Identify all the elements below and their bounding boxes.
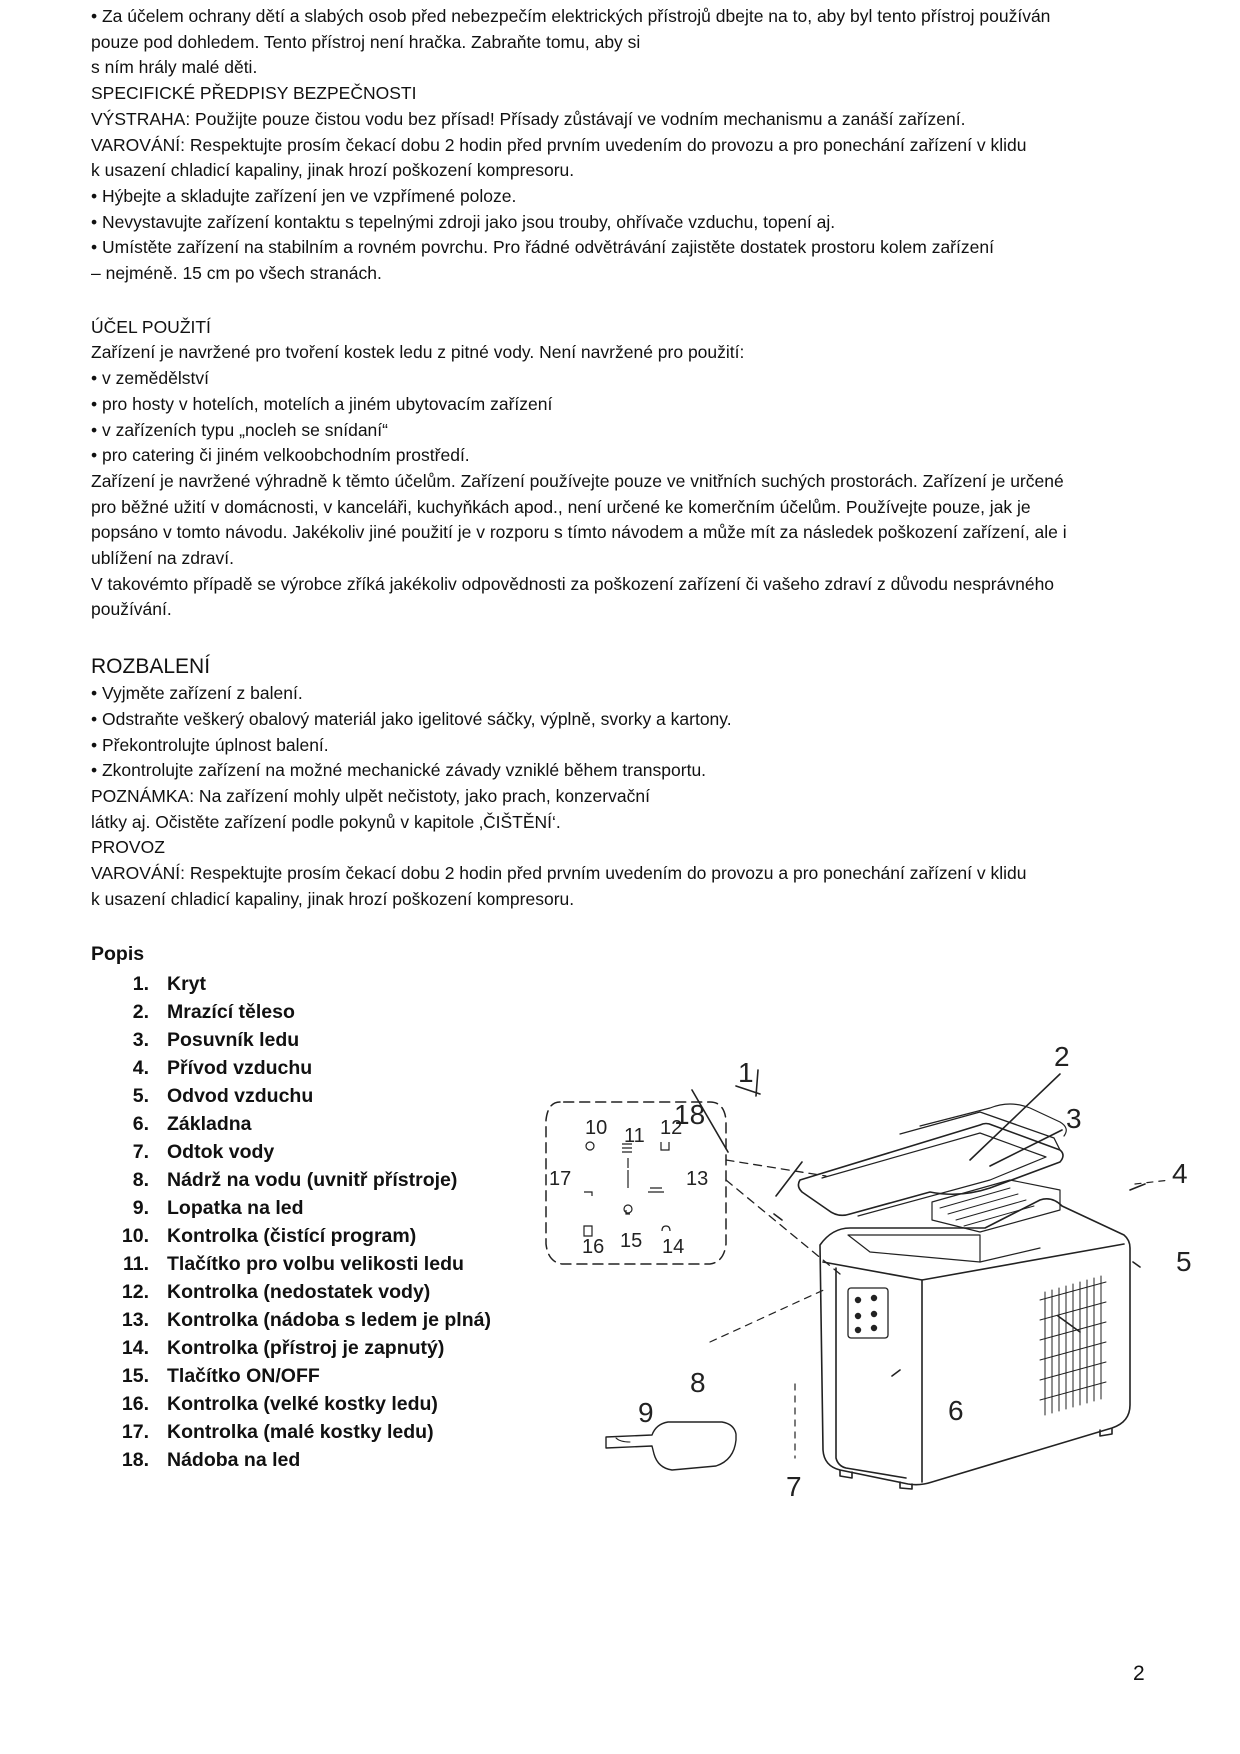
- ice-maker-diagram: [540, 1030, 1200, 1570]
- safety-line-1: • Za účelem ochrany dětí a slabých osob před nebezpečím elektrických přístrojů dbejte na to, aby byl tento přístroj používán: [91, 6, 1051, 26]
- purpose-item: • v zařízeních typu „nocleh se snídaní“: [91, 419, 388, 440]
- purpose-item: • pro hosty v hotelích, motelích a jiném ubytovacím zařízení: [91, 393, 553, 414]
- part-item: 5. Odvod vzduchu: [132, 1085, 314, 1107]
- lid-back: [900, 1112, 1060, 1150]
- bullet-surface-1: • Umístěte zařízení na stabilním a rovném povrchu. Pro řádné odvětrávání zajistěte dostatek prostoru kolem zařízení: [91, 237, 994, 258]
- callout-labels: [638, 1041, 1192, 1502]
- unpacking-item: • Překontrolujte úplnost balení.: [91, 734, 329, 755]
- control-panel: [848, 1288, 888, 1338]
- part-item: 13. Kontrolka (nádoba s ledem je plná): [121, 1309, 491, 1331]
- cleaning-indicator-icon: [586, 1142, 594, 1150]
- panel-label-17: 17: [549, 1168, 572, 1190]
- purpose-paragraph: popsáno v tomto návodu. Jakékoliv jiné použití je v rozporu s tímto návodem a může mít za následek poškození zařízení, ale i: [91, 522, 1067, 543]
- part-item: 14. Kontrolka (přístroj je zapnutý): [121, 1337, 445, 1359]
- unpacking-item: • Vyjměte zařízení z balení.: [91, 683, 303, 704]
- callout-4: 4: [1172, 1158, 1188, 1189]
- callout-8: 8: [690, 1367, 706, 1398]
- part-item: 16. Kontrolka (velké kostky ledu): [121, 1393, 438, 1415]
- bullet-heat: • Nevystavujte zařízení kontaktu s tepelnými zdroji jako jsou trouby, ohřívače vzduchu, topení aj.: [91, 211, 836, 232]
- operation-heading: PROVOZ: [91, 837, 165, 858]
- part-item: 7. Odtok vody: [132, 1141, 275, 1163]
- part-item: 18. Nádoba na led: [121, 1449, 301, 1471]
- body-text: [91, 4, 1171, 913]
- unpacking-item: • Zkontrolujte zařízení na možné mechanické závady vzniklé během transportu.: [91, 760, 707, 781]
- unpacking-note-2: látky aj. Očistěte zařízení podle pokynů v kapitole ‚ČIŠTĚNÍ‘.: [91, 811, 561, 832]
- panel-label-15: 15: [620, 1230, 643, 1252]
- bullet-surface-2: – nejméně. 15 cm po všech stranách.: [91, 263, 382, 284]
- part-item: 2. Mrazící těleso: [132, 1001, 295, 1023]
- callout-6: 6: [948, 1395, 964, 1426]
- part-item: 6. Základna: [132, 1113, 252, 1135]
- callout-18: 18: [674, 1099, 706, 1130]
- purpose-item: • v zemědělství: [91, 368, 209, 389]
- purpose-paragraph: pro běžné užití v domácnosti, v kanceláři, kuchyňkách apod., není určené ke komerčním účelům. Používejte pouze, jak je: [91, 496, 1031, 517]
- caution-line-2: k usazení chladicí kapaliny, jinak hrozí poškození kompresoru.: [91, 160, 575, 181]
- part-item: 15. Tlačítko ON/OFF: [121, 1365, 320, 1387]
- appliance-body: [820, 1199, 1130, 1485]
- part-item: 3. Posuvník ledu: [132, 1029, 300, 1051]
- unpacking-note-1: POZNÁMKA: Na zařízení mohly ulpět nečistoty, jako prach, konzervační: [91, 785, 650, 806]
- parts-list: [91, 970, 511, 1474]
- small-cubes-indicator-icon: [584, 1192, 592, 1196]
- ice-full-indicator-icon: [648, 1188, 664, 1192]
- purpose-intro: Zařízení je navržené pro tvoření kostek ledu z pitné vody. Není navržené pro použití:: [91, 342, 745, 363]
- panel-label-16: 16: [582, 1236, 605, 1258]
- air-vents: [1040, 1276, 1106, 1415]
- part-item: 4. Přívod vzduchu: [132, 1057, 313, 1079]
- water-shortage-indicator-icon: [661, 1142, 669, 1150]
- bullet-upright: • Hýbejte a skladujte zařízení jen ve vzpřímené poloze.: [91, 185, 517, 206]
- panel-label-14: 14: [662, 1236, 685, 1258]
- purpose-paragraph: Zařízení je navržené výhradně k těmto účelům. Zařízení používejte pouze ve vnitřních suchých prostorách. Zařízení je určené: [91, 470, 1064, 491]
- warning-water: VÝSTRAHA: Použijte pouze čistou vodu bez přísad! Přísady zůstávají ve vodním mechanismu a zanáší zařízení.: [91, 108, 966, 129]
- safety-line-2: pouze pod dohledem. Tento přístroj není hračka. Zabraňte tomu, aby si: [91, 31, 641, 52]
- unpacking-heading: ROZBALENÍ: [91, 655, 211, 679]
- liability-paragraph: V takovémto případě se výrobce zříká jakékoliv odpovědnosti za poškození zařízení či vašeho zdraví z důvodu nesprávného: [91, 573, 1055, 594]
- safety-heading: SPECIFICKÉ PŘEDPISY BEZPEČNOSTI: [91, 83, 417, 104]
- purpose-item: • pro catering či jiném velkoobchodním prostředí.: [91, 445, 470, 466]
- liability-paragraph: používání.: [91, 599, 172, 620]
- popis-title: Popis: [91, 943, 145, 965]
- purpose-paragraph: ublížení na zdraví.: [91, 548, 234, 569]
- ice-scoop-icon: [606, 1422, 736, 1470]
- purpose-heading: ÚČEL POUŽITÍ: [91, 316, 211, 337]
- callout-2: 2: [1054, 1041, 1070, 1072]
- operation-caution-2: k usazení chladicí kapaliny, jinak hrozí poškození kompresoru.: [91, 888, 575, 909]
- callout-3: 3: [1066, 1103, 1082, 1134]
- part-item: 17. Kontrolka (malé kostky ledu): [121, 1421, 434, 1443]
- part-item: 1. Kryt: [132, 973, 207, 995]
- operation-caution-1: VAROVÁNÍ: Respektujte prosím čekací dobu 2 hodin před prvním uvedením do provozu a pro ponechání zařízení v klidu: [91, 863, 1027, 884]
- part-item: 12. Kontrolka (nedostatek vody): [121, 1281, 431, 1303]
- part-item: 11. Tlačítko pro volbu velikosti ledu: [122, 1253, 464, 1275]
- panel-label-11: 11: [624, 1125, 645, 1147]
- power-on-indicator-icon: [662, 1226, 670, 1231]
- panel-label-12: 12: [660, 1117, 683, 1139]
- part-item: 9. Lopatka na led: [132, 1197, 304, 1219]
- callout-1: 1: [738, 1057, 754, 1088]
- caution-line-1: VAROVÁNÍ: Respektujte prosím čekací dobu 2 hodin před prvním uvedením do provozu a pro ponechání zařízení v klidu: [91, 134, 1027, 155]
- callout-7: 7: [786, 1471, 802, 1502]
- large-cubes-indicator-icon: [584, 1226, 592, 1236]
- parts-description: [91, 940, 511, 1474]
- part-item: 10. Kontrolka (čistící program): [121, 1225, 417, 1247]
- ice-slider: [932, 1180, 1060, 1232]
- on-off-button-icon: [624, 1205, 632, 1213]
- ice-maker-illustration: [540, 1030, 1200, 1570]
- page-number: 2: [1133, 1662, 1145, 1685]
- safety-line-3: s ním hrály malé děti.: [91, 57, 258, 78]
- callout-9: 9: [638, 1397, 654, 1428]
- panel-callout-labels: [549, 1117, 708, 1258]
- part-item: 8. Nádrž na vodu (uvnitř přístroje): [132, 1169, 458, 1191]
- lid: [798, 1124, 1063, 1216]
- unpacking-item: • Odstraňte veškerý obalový materiál jako igelitové sáčky, výplně, svorky a kartony.: [91, 708, 732, 729]
- panel-label-13: 13: [686, 1168, 709, 1190]
- callout-5: 5: [1176, 1246, 1192, 1277]
- panel-label-10: 10: [585, 1117, 608, 1139]
